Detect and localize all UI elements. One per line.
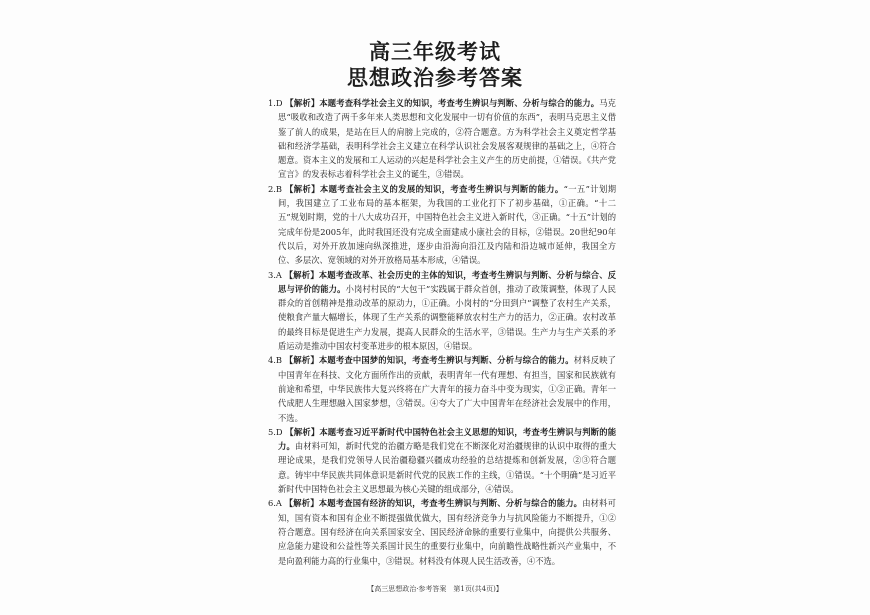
answer-analysis-heading: 【解析】本题考查改革、社会历史的主体的知识，考查考生辨识与判断、分析与综合、反思与评价的能力。 — [278, 269, 616, 294]
answer-analysis-body: 材料反映了中国青年在科技、文化方面所作出的贡献，表明青年一代有理想、有担当，国家和民族就有前途和希望，中华民族伟大复兴终将在广大青年的接力奋斗中变为现实，①②正确。青年一代成肥人生理想融入国家梦想，③错误。④夸大了广大中国青年在经济社会发展中的作用，不选。 — [278, 355, 616, 423]
answer-analysis-heading: 【解析】本题考查社会主义的发展的知识，考查考生辨识与判断的能力。 — [285, 183, 564, 194]
answer-number: 2.B — [268, 183, 283, 194]
answer-number: 6.A — [268, 498, 282, 509]
document-subtitle: 思想政治参考答案 — [347, 65, 523, 90]
answer-analysis-heading: 【解析】本题考查科学社会主义的知识，考查考生辨识与判断、分析与综合的能力。 — [285, 98, 600, 108]
answer-item-5 — [268, 425, 616, 496]
answer-number: 5.D — [268, 426, 283, 437]
answer-number: 4.B — [268, 355, 283, 366]
answer-item-6 — [268, 496, 616, 567]
answer-analysis-body: 马克思“吸收和改造了两千多年来人类思想和文化发展中一切有价值的东西”，表明马克思主义借鉴了前人的成果，是站在巨人的肩膀上完成的，②符合题意。方为科学社会主义奠定哲学基础和经济学基础，表明科学社会主义建立在科学认识社会发展客观规律的基础之上，④符合题意。资本主义的发展和工人运动的兴起是科学社会主义产生的历史前提，①错误。《共产党宣言》的发表标志着科学社会主义的诞生，③错误。 — [278, 98, 616, 180]
answer-analysis-body: 由材料可知，国有资本和国有企业不断提强做优做大，国有经济竞争力与抗风险能力不断提升，①②符合题意。国有经济在向关系国家安全、国民经济命脉的重要行业集中，向提供公共服务、应急能力建设和公益性等关系国计民生的重要行业集中，向前瞻性战略性新兴产业集中，不是向盈利能力高的行业集中，③错误。材料没有体现人民生活改善，④不选。 — [278, 498, 616, 566]
answer-number: 3.A — [268, 269, 282, 280]
document-title: 高三年级考试 — [369, 39, 501, 64]
answer-list — [268, 96, 616, 568]
answer-item-4 — [268, 353, 616, 424]
answer-analysis-body: 由材料可知，新时代党的治疆方略是我们党在不断深化对治疆规律的认识中取得的重大理论成果，是我们党领导人民治疆稳疆兴疆成功经验的总结提炼和创新发展，②③符合题意。铸牢中华民族共同体意识是新时代党的民族工作的主线，①错误。“十个明确”是习近平新时代中国特色社会主义思想最为核心关键的组成部分，④错误。 — [278, 441, 616, 495]
answer-analysis-body: 小岗村村民的“大包干”实践属于群众首创，推动了政策调整，体现了人民群众的首创精神是推动改革的原动力，①正确。小岗村的“分田到户”调整了农村生产关系，使粮食产量大幅增长，体现了生产关系的调整能释放农村生产力的活力，②正确。农村改革的最终目标是促进生产力发展，提高人民群众的生活水平，③错误。生产力与生产关系的矛盾运动是推动中国农村变革进步的根本原因，④错误。 — [278, 283, 616, 352]
answer-analysis-heading: 【解析】本题考查中国梦的知识，考查考生辨识与判断、分析与综合的能力。 — [284, 355, 574, 366]
answer-item-1 — [268, 96, 616, 182]
answer-item-3 — [268, 268, 616, 354]
answer-number: 1.D — [268, 98, 283, 108]
answer-item-2 — [268, 182, 616, 268]
answer-analysis-body: “一五”计划期间，我国建立了工业布局的基本框架，为我国的工业化打下了初步基础，①正确。“十二五”规划时期，党的十八大成功召开，中国特色社会主义进入新时代，③正确。“十五”计划的完成年份是2005年，此时我国还没有完成全面建成小康社会的目标，②错误。20世纪90年代以后，对外开放加速向纵深推进，逐步由沿海向沿江及内陆和沿边城市延伸，我国全方位、多层次、宽领域的对外开放格局基本形成，④错误。 — [278, 183, 616, 266]
answer-analysis-heading: 【解析】本题考查习近平新时代中国特色社会主义思想的知识，考查考生辨识与判断的能力。 — [278, 426, 616, 452]
answer-analysis-heading: 【解析】本题考查国有经济的知识，考查考生辨识与判断、分析与综合的能力。 — [284, 498, 583, 509]
page-footer: 【高三思想政治·参考答案 第1页(共4页)】 — [367, 585, 503, 593]
